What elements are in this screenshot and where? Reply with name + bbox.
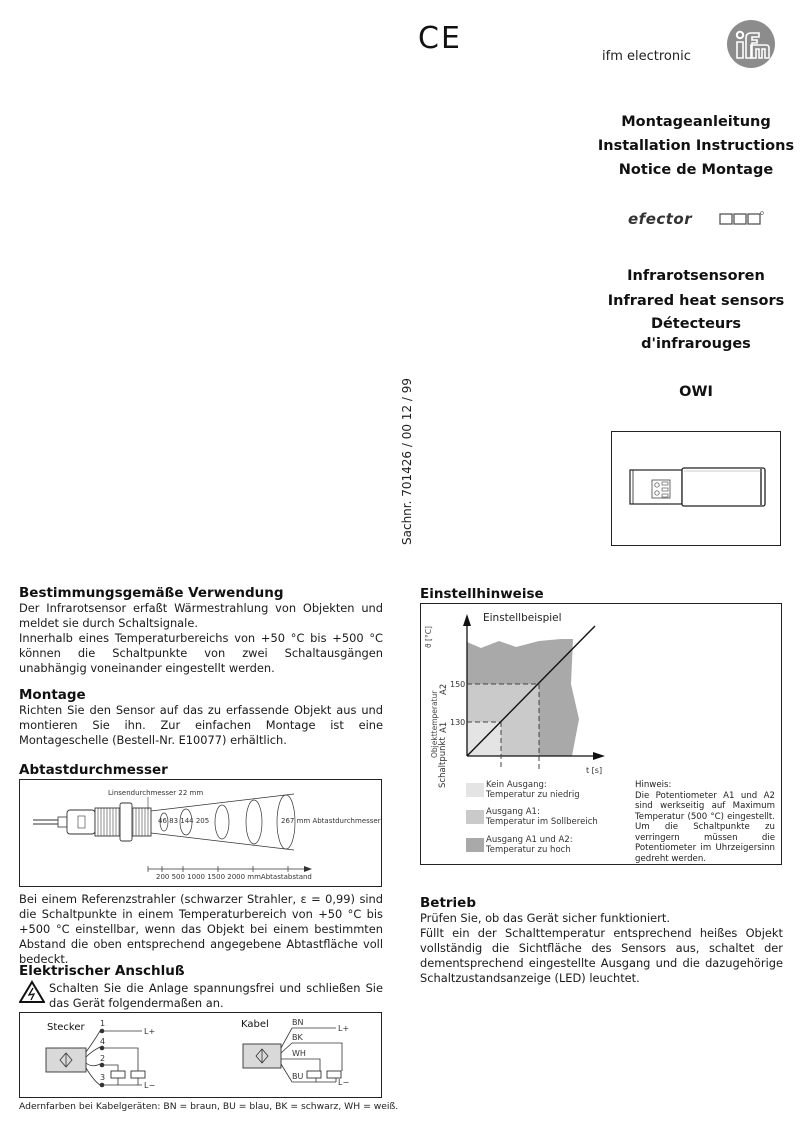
efector500-logo-icon <box>628 211 764 227</box>
svg-text:2: 2 <box>100 1054 106 1063</box>
document-number: Sachnr. 701426 / 00 12 / 99 <box>400 377 414 545</box>
svg-text:BU: BU <box>292 1072 304 1081</box>
lens-diameter-label: Linsendurchmesser 22 mm <box>108 789 204 797</box>
svg-text:L+: L+ <box>144 1027 156 1036</box>
scan-diameter-diagram <box>19 779 382 887</box>
svg-text:L+: L+ <box>338 1024 350 1033</box>
product-image <box>611 431 781 546</box>
warning-electrical-icon <box>19 980 45 1006</box>
note-text: Die Potentiometer A1 und A2 sind werkseitig auf Maximum Temperatur (500 °C) eingestellt. Um die Schaltpunkte zu verringern müssen die Potentiometer im Uhrzeigersinn gedreht werden. <box>635 790 775 864</box>
title-de: Montageanleitung <box>621 114 771 130</box>
ce-mark: CE <box>418 21 462 56</box>
settings-chart-box: Einstellbeispiel 150 130 t [s] ϑ [°C] Objekttemperatur Schaltpunkt A2 A1 Kein Ausgang: Temperatur zu niedrig Ausgang A1: Temperatur im Sollbereich Ausgang A1 und A2: Temperatur zu hoch Hinweis: Die Potentiometer A1 und A2 sind werkseitig auf Maximum Temperatur (500 °C) eingestellt. Um die Schaltpunkte zu verringern müssen die Potentiometer im Uhrzeigersinn gedreht werden. <box>420 603 782 865</box>
brand-name: ifm electronic <box>602 49 691 64</box>
max-scan-diameter-label: 267 mm Abtastdurchmesser <box>281 817 381 825</box>
note-title: Hinweis: <box>635 780 672 790</box>
legend-swatch-output-a1-a2 <box>466 838 484 852</box>
document-titles <box>596 110 796 182</box>
svg-text:BK: BK <box>292 1033 303 1042</box>
svg-text:L−: L− <box>144 1081 156 1090</box>
svg-text:BN: BN <box>292 1018 304 1027</box>
mounting-paragraph: Richten Sie den Sensor auf das zu erfassende Objekt aus und montieren Sie ihn. Zur einfachen Montage ist eine Montageschelle (Bestell-Nr. E10077) erhältlich. <box>19 703 383 747</box>
title-en: Installation Instructions <box>597 138 795 154</box>
product-title-en: Infrared heat sensors <box>607 293 785 309</box>
product-title-fr-1: Détecteurs <box>650 316 742 332</box>
scan-diameters-label: 46 83 144 205 <box>158 817 210 825</box>
svg-text:L−: L− <box>338 1078 350 1087</box>
electrical-warning-text: Schalten Sie die Anlage spannungsfrei und schließen Sie das Gerät folgendermaßen an. <box>49 981 383 1010</box>
section-operation <box>420 895 783 986</box>
connector-label: Stecker <box>47 1022 85 1033</box>
product-titles <box>596 264 796 354</box>
intended-use-paragraph-1: Der Infrarotsensor erfaßt Wärmestrahlung von Objekten und meldet sie durch Schaltsignale. <box>19 601 383 630</box>
y-tick-150: 150 <box>450 680 466 689</box>
settings-note <box>635 780 775 864</box>
settings-chart <box>421 604 781 774</box>
y-axis-label: Objekttemperatur <box>430 690 439 758</box>
model-name: OWI <box>679 384 713 400</box>
wiring-diagram <box>19 1012 382 1098</box>
x-axis-label: t [s] <box>586 766 603 775</box>
a2-label: A2 <box>439 683 449 695</box>
heading-electrical: Elektrischer Anschluß <box>19 963 185 979</box>
product-title-fr-2: d'infrarouges <box>641 336 751 352</box>
wire-colors-footnote: Adernfarben bei Kabelgeräten: BN = braun, BU = blau, BK = schwarz, WH = weiß. <box>19 1101 399 1112</box>
intended-use-paragraph-2: Innerhalb eines Temperaturbereichs von +50 °C bis +500 °C können die Schaltpunkte von zwei Schaltausgängen unabhängig voneinander eingestellt werden. <box>19 631 383 675</box>
operation-paragraph-2: Füllt ein der Schalttemperatur entsprechend heißes Objekt vollständig die Sichtfläche des Sensors aus, schaltet der dementsprechend eingestellte Ausgang und die dazugehörige Schaltzustandsanzeige (LED) leuchtet. <box>420 926 783 985</box>
a1-label: A1 <box>439 721 449 733</box>
legend-swatch-output-a1 <box>466 810 484 824</box>
svg-text:WH: WH <box>292 1049 306 1058</box>
heading-mounting: Montage <box>19 687 86 703</box>
svg-text:4: 4 <box>100 1037 106 1046</box>
svg-text:efector: efector <box>628 211 693 227</box>
y-tick-130: 130 <box>450 718 466 727</box>
product-title-de: Infrarotsensoren <box>627 268 765 284</box>
heading-settings: Einstellhinweise <box>420 586 544 602</box>
legend-swatch-no-output <box>466 783 484 797</box>
svg-text:3: 3 <box>100 1073 106 1082</box>
y-axis-unit: ϑ [°C] <box>424 626 433 648</box>
chart-title: Einstellbeispiel <box>483 612 562 624</box>
scan-diameter-paragraph: Bei einem Referenzstrahler (schwarzer Strahler, ε = 0,99) sind die Schaltpunkte in einem Temperaturbereich von +50 °C bis +500 °C einstellbar, wenn das Objekt bei einem bestimmten Abstand die oben entsprechend angegebene Abtastfläche voll bedeckt. <box>19 892 383 966</box>
operation-paragraph-1: Prüfen Sie, ob das Gerät sicher funktioniert. <box>420 911 670 925</box>
title-fr: Notice de Montage <box>618 162 774 178</box>
cable-label: Kabel <box>241 1019 269 1030</box>
heading-scan-diameter: Abtastdurchmesser <box>19 762 168 778</box>
heading-intended-use: Bestimmungsgemäße Verwendung <box>19 585 284 601</box>
scan-distance-label: 200 500 1000 1500 2000 mmAbtastabstand <box>156 873 312 881</box>
y-axis-switchpoint-label: Schaltpunkt <box>438 737 448 788</box>
section-intended-use <box>19 585 383 676</box>
ifm-logo-icon <box>727 20 775 68</box>
pin-1-label: 1 <box>100 1019 106 1028</box>
heading-operation: Betrieb <box>420 895 477 911</box>
section-mounting <box>19 687 383 748</box>
